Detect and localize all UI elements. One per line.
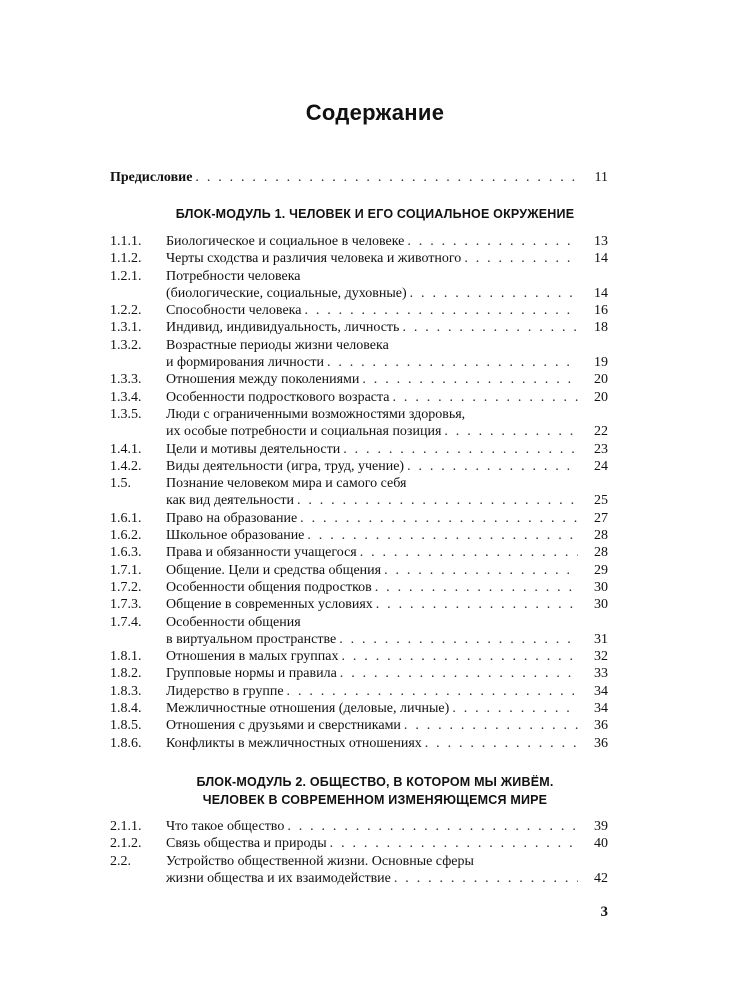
toc-entry-page: 34 bbox=[594, 701, 608, 717]
toc-entry bbox=[110, 648, 608, 665]
toc-entry bbox=[110, 596, 608, 613]
toc-entry bbox=[110, 389, 608, 406]
leader-dots bbox=[327, 354, 578, 371]
toc-entry bbox=[110, 441, 608, 458]
toc-entry-number: 1.5. bbox=[110, 476, 131, 492]
toc-entry-page: 20 bbox=[594, 389, 608, 405]
block2-heading bbox=[0, 773, 750, 809]
leader-dots bbox=[402, 319, 578, 336]
leader-dots bbox=[330, 835, 578, 852]
toc-entry-page: 14 bbox=[594, 285, 608, 301]
toc-entry-number: 1.3.5. bbox=[110, 406, 142, 422]
leader-dots bbox=[464, 250, 578, 267]
toc-entry-number: 1.3.4. bbox=[110, 389, 142, 405]
toc-entry bbox=[110, 319, 608, 336]
toc-entry bbox=[110, 835, 608, 852]
toc-entry-page: 40 bbox=[594, 836, 608, 852]
toc-entry-number: 1.7.3. bbox=[110, 597, 142, 613]
toc-entry-title-line: Особенности общения bbox=[166, 614, 301, 630]
toc-entry-number: 1.7.2. bbox=[110, 579, 142, 595]
leader-dots bbox=[410, 285, 578, 302]
toc-entry bbox=[110, 233, 608, 250]
toc-entry-page: 28 bbox=[594, 528, 608, 544]
toc-entry-page: 19 bbox=[594, 355, 608, 371]
toc-entry bbox=[110, 818, 608, 835]
toc-entry-title: Отношения с друзьями и сверстниками bbox=[166, 718, 401, 734]
leader-dots bbox=[452, 700, 578, 717]
toc-entry bbox=[110, 717, 608, 734]
toc-entry-page: 24 bbox=[594, 458, 608, 474]
toc-entry bbox=[110, 250, 608, 267]
preface-page: 11 bbox=[594, 170, 608, 185]
leader-dots bbox=[375, 579, 578, 596]
toc-entry-number: 1.3.3. bbox=[110, 372, 142, 388]
toc-entry-number: 1.1.1. bbox=[110, 234, 142, 249]
toc-entry-page: 29 bbox=[594, 562, 608, 578]
toc-entry-number: 1.8.1. bbox=[110, 649, 142, 665]
toc-entry bbox=[110, 302, 608, 319]
leader-dots bbox=[343, 441, 578, 458]
toc-entry-title: Цели и мотивы деятельности bbox=[166, 441, 341, 457]
toc-entry-title: Отношения между поколениями bbox=[166, 372, 360, 388]
toc-entry-number: 2.1.2. bbox=[110, 836, 142, 852]
leader-dots bbox=[287, 683, 578, 700]
toc-entry-title: Черты сходства и различия человека и животного bbox=[166, 251, 462, 267]
toc-entry-title-line: Потребности человека bbox=[166, 268, 301, 284]
leader-dots bbox=[407, 458, 578, 475]
page-number: 3 bbox=[600, 904, 608, 920]
toc-entry-page: 36 bbox=[594, 735, 608, 751]
toc-entry-page: 14 bbox=[594, 251, 608, 267]
toc-entry-page: 13 bbox=[594, 234, 608, 249]
leader-dots bbox=[340, 665, 578, 682]
toc-entry-title: как вид деятельности bbox=[166, 493, 294, 509]
toc-entry-title: Способности человека bbox=[166, 303, 302, 319]
toc-entry-number: 1.8.3. bbox=[110, 683, 142, 699]
toc-entry bbox=[110, 527, 608, 544]
preface-label: Предисловие bbox=[110, 170, 193, 185]
leader-dots bbox=[425, 735, 578, 752]
toc-entry-page: 18 bbox=[594, 320, 608, 336]
leader-dots bbox=[362, 371, 578, 388]
toc-entry-title-line: Устройство общественной жизни. Основные сферы bbox=[166, 853, 474, 869]
toc-entry bbox=[110, 562, 608, 579]
leader-dots bbox=[304, 302, 578, 319]
toc-entry-page: 27 bbox=[594, 510, 608, 526]
toc-entry bbox=[110, 337, 608, 372]
toc-entry bbox=[110, 700, 608, 717]
toc-entry-title: Особенности общения подростков bbox=[166, 579, 372, 595]
toc-entry-page: 42 bbox=[594, 870, 608, 886]
toc-entry-title: Отношения в малых группах bbox=[166, 649, 339, 665]
leader-dots bbox=[339, 631, 578, 648]
leader-dots bbox=[300, 510, 578, 527]
toc-entry-page: 16 bbox=[594, 303, 608, 319]
toc-entry-number: 1.8.6. bbox=[110, 735, 142, 751]
toc-entry-title: их особые потребности и социальная позиция bbox=[166, 424, 442, 440]
toc-entry-title: Общение. Цели и средства общения bbox=[166, 562, 382, 578]
toc-entry bbox=[110, 544, 608, 561]
toc-entry-number: 1.7.1. bbox=[110, 562, 142, 578]
toc-entry-page: 25 bbox=[594, 493, 608, 509]
toc-entry bbox=[110, 579, 608, 596]
toc-entry-title: Особенности подросткового возраста bbox=[166, 389, 390, 405]
toc-entry-number: 1.7.4. bbox=[110, 614, 142, 630]
toc-entry-title: Межличностные отношения (деловые, личные) bbox=[166, 701, 450, 717]
leader-dots bbox=[376, 596, 578, 613]
toc-entry-number: 1.4.1. bbox=[110, 441, 142, 457]
toc-entry-title-line: Люди с ограниченными возможностями здоровья, bbox=[166, 406, 466, 422]
toc-entry-number: 1.6.2. bbox=[110, 528, 142, 544]
toc-entry bbox=[110, 735, 608, 752]
toc-entry-number: 2.1.1. bbox=[110, 819, 142, 834]
toc-entry-page: 39 bbox=[594, 819, 608, 834]
leader-dots bbox=[307, 527, 578, 544]
toc-entry-number: 1.1.2. bbox=[110, 251, 142, 267]
toc-entry-number: 2.2. bbox=[110, 853, 131, 869]
toc-entry-number: 1.3.2. bbox=[110, 337, 142, 353]
toc-entry-title: жизни общества и их взаимодействие bbox=[166, 870, 391, 886]
toc-entry-number: 1.4.2. bbox=[110, 458, 142, 474]
toc-entry-title: Конфликты в межличностных отношениях bbox=[166, 735, 422, 751]
toc-entry-number: 1.2.2. bbox=[110, 303, 142, 319]
leader-dots bbox=[360, 544, 578, 561]
leader-dots bbox=[287, 818, 578, 835]
leader-dots bbox=[384, 562, 578, 579]
toc-entry-title: Школьное образование bbox=[166, 528, 305, 544]
toc-entry-number: 1.8.5. bbox=[110, 718, 142, 734]
toc-entry-title: Что такое общество bbox=[166, 819, 285, 834]
toc-entry-number: 1.8.4. bbox=[110, 701, 142, 717]
toc-entry-title: (биологические, социальные, духовные) bbox=[166, 285, 407, 301]
leader-dots bbox=[394, 870, 578, 887]
toc-entry-title: Индивид, индивидуальность, личность bbox=[166, 320, 400, 336]
toc-entry bbox=[110, 683, 608, 700]
toc-entry bbox=[110, 665, 608, 682]
leader-dots bbox=[393, 389, 578, 406]
toc-entry-title: и формирования личности bbox=[166, 355, 324, 371]
leader-dots bbox=[297, 492, 578, 509]
leader-dots bbox=[404, 717, 578, 734]
toc-entry-title: Лидерство в группе bbox=[166, 683, 284, 699]
toc-entry-title-line: Возрастные периоды жизни человека bbox=[166, 337, 389, 353]
toc-entry-page: 36 bbox=[594, 718, 608, 734]
toc-entry-title: в виртуальном пространстве bbox=[166, 631, 337, 647]
toc-entry-number: 1.3.1. bbox=[110, 320, 142, 336]
toc-entry bbox=[110, 371, 608, 388]
block2-heading-line1: БЛОК-МОДУЛЬ 2. ОБЩЕСТВО, В КОТОРОМ МЫ ЖИВЁМ. bbox=[196, 775, 554, 789]
toc-entry-number: 1.2.1. bbox=[110, 268, 142, 284]
toc-entry bbox=[110, 853, 608, 888]
toc-entry-page: 23 bbox=[594, 441, 608, 457]
toc-entry-number: 1.6.3. bbox=[110, 545, 142, 561]
leader-dots bbox=[195, 168, 578, 187]
block1-toc bbox=[110, 233, 608, 752]
toc-entry-number: 1.6.1. bbox=[110, 510, 142, 526]
toc-entry-page: 31 bbox=[594, 631, 608, 647]
toc-entry bbox=[110, 614, 608, 649]
toc-entry-page: 28 bbox=[594, 545, 608, 561]
toc-entry-page: 30 bbox=[594, 597, 608, 613]
preface-entry bbox=[110, 168, 608, 187]
leader-dots bbox=[342, 648, 579, 665]
toc-entry-title-line: Познание человеком мира и самого себя bbox=[166, 476, 407, 492]
toc-entry-title: Виды деятельности (игра, труд, учение) bbox=[166, 458, 405, 474]
toc-entry-page: 22 bbox=[594, 424, 608, 440]
toc-entry-number: 1.8.2. bbox=[110, 666, 142, 682]
toc-entry-title: Общение в современных условиях bbox=[166, 597, 373, 613]
leader-dots bbox=[444, 423, 578, 440]
toc-entry bbox=[110, 475, 608, 510]
leader-dots bbox=[407, 233, 578, 250]
toc-entry bbox=[110, 406, 608, 441]
toc-entry-page: 20 bbox=[594, 372, 608, 388]
toc-entry-page: 30 bbox=[594, 579, 608, 595]
page-title: Содержание bbox=[305, 100, 445, 125]
toc-entry bbox=[110, 268, 608, 303]
toc-entry-title: Права и обязанности учащегося bbox=[166, 545, 357, 561]
toc-entry bbox=[110, 510, 608, 527]
block1-heading: БЛОК-МОДУЛЬ 1. ЧЕЛОВЕК И ЕГО СОЦИАЛЬНОЕ ОКРУЖЕНИЕ bbox=[175, 207, 575, 221]
toc-entry-page: 33 bbox=[594, 666, 608, 682]
toc-entry-title: Биологическое и социальное в человеке bbox=[166, 234, 405, 249]
block2-toc bbox=[110, 818, 608, 887]
toc-entry-page: 34 bbox=[594, 683, 608, 699]
toc-entry-title: Групповые нормы и правила bbox=[166, 666, 337, 682]
block2-heading-line2: ЧЕЛОВЕК В СОВРЕМЕННОМ ИЗМЕНЯЮЩЕМСЯ МИРЕ bbox=[202, 793, 548, 807]
toc-entry-title: Связь общества и природы bbox=[166, 836, 327, 852]
toc-entry-title: Право на образование bbox=[166, 510, 298, 526]
toc-entry bbox=[110, 458, 608, 475]
toc-entry-page: 32 bbox=[594, 649, 608, 665]
